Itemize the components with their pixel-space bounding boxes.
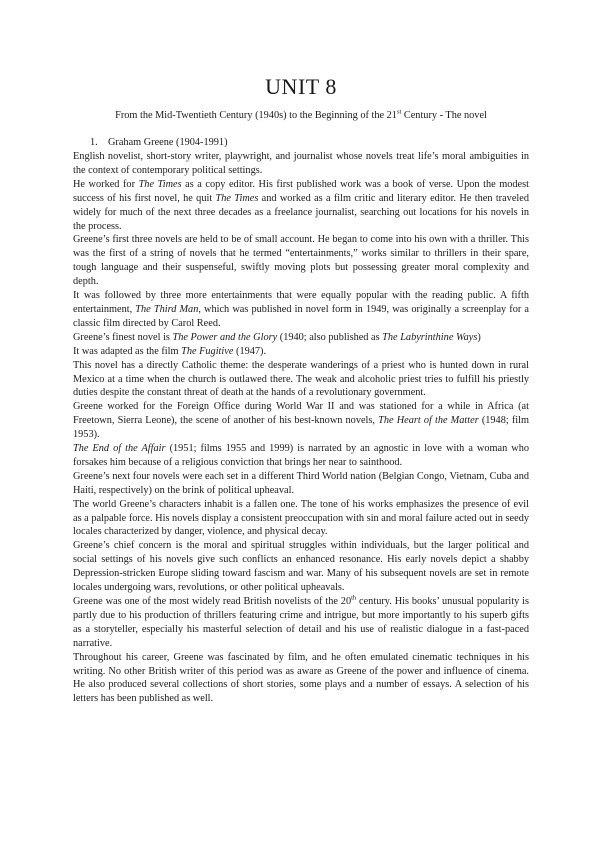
paragraph-8-italic-b: The Heart of the Matter bbox=[378, 415, 479, 427]
paragraph-5-text-c: (1940; also published as bbox=[277, 331, 383, 343]
section-title: Graham Greene (1904-1991) bbox=[108, 137, 228, 148]
subtitle-text-start: From the Mid-Twentieth Century (1940s) to the Beginning of the 21 bbox=[115, 110, 397, 121]
document-page bbox=[73, 74, 529, 706]
paragraph-4 bbox=[73, 289, 529, 331]
subtitle-text-end: Century - The novel bbox=[401, 110, 487, 121]
body-text bbox=[73, 150, 529, 706]
paragraph-10: Greene’s next four novels were each set in a different Third World nation (Belgian Congo, Vietnam, Cuba and Haiti, respectively) on the brink of political upheaval. bbox=[73, 470, 529, 496]
paragraph-12: Greene’s chief concern is the moral and spiritual struggles within individuals, but the larger political and social settings of his novels give such conflicts an enhanced resonance. His early novels depict a shabby Depression-stricken Europe sliding toward fascism and war. Many of his subsequent novels are set in remote locales undergoing wars, revolutions, or other political upheavals. bbox=[73, 540, 529, 594]
unit-subtitle bbox=[73, 109, 529, 122]
paragraph-8-text-c: (1948; film 1953). bbox=[73, 415, 529, 441]
paragraph-5-italic-d: The Labyrinthine Ways bbox=[382, 331, 478, 343]
section-number: 1. bbox=[90, 137, 98, 148]
paragraph-2-italic-b: The Times bbox=[138, 178, 182, 190]
paragraph-4-italic-b: The Third Man bbox=[135, 303, 199, 315]
paragraph-9-italic-a: The End of the Affair bbox=[73, 443, 166, 455]
paragraph-13-text-b: century. His books’ unusual popularity is partly due to his production of thrillers featuring crime and intrigue, but more importantly to his superb gifts as a storyteller, especially his masterful selection of detail and his use of realistic dialogue in a fast-paced narrative. bbox=[73, 596, 529, 649]
paragraph-2-text-a: He worked for bbox=[73, 178, 139, 190]
paragraph-9 bbox=[73, 442, 529, 470]
paragraph-11: The world Greene’s characters inhabit is a fallen one. The tone of his works emphasizes the presence of evil as a palpable force. His novels display a consistent preoccupation with sin and moral failure acted out in seedy locales characterized by danger, violence, and physical decay. bbox=[73, 498, 529, 538]
paragraph-9-text-b: (1951; films 1955 and 1999) is narrated by an agnostic in love with a woman who forsakes him because of a religious conviction that brings her near to sainthood. bbox=[73, 443, 529, 468]
paragraph-13 bbox=[73, 595, 529, 651]
paragraph-5-text-e: ) bbox=[477, 331, 481, 343]
paragraph-3: Greene’s first three novels are held to be of small account. He began to come into his own with a thriller. This was the first of a string of novels that he termed “entertainments,” works similar to thrillers in their spare, tough language and their suspenseful, swiftly moving plots but possessing greater moral complexity and depth. bbox=[73, 234, 529, 288]
page-title: UNIT 8 bbox=[265, 74, 337, 99]
paragraph-8 bbox=[73, 400, 529, 442]
paragraph-2-italic-d: The Times bbox=[215, 192, 259, 204]
paragraph-14: Throughout his career, Greene was fascinated by film, and he often emulated cinematic techniques in his writing. No other British writer of this period was as aware as Greene of the power and influence of cinema. He also produced several collections of short stories, some plays and a number of essays. A selection of his letters has been published as well. bbox=[73, 651, 529, 705]
paragraph-4-text-c: , which was published in novel form in 1949, was originally a screenplay for a classic film directed by Carol Reed. bbox=[73, 303, 529, 329]
paragraph-4-text-a: It was followed by three more entertainments that were equally popular with the reading public. A fifth entertainment, bbox=[73, 290, 529, 315]
paragraph-5 bbox=[73, 331, 529, 345]
paragraph-13-ordinal-suffix: th bbox=[351, 594, 357, 602]
paragraph-6-italic-b: The Fugitive bbox=[181, 345, 234, 357]
paragraph-1: English novelist, short-story writer, playwright, and journalist whose novels treat life’s moral ambiguities in the context of contemporary political settings. bbox=[73, 151, 529, 176]
paragraph-6 bbox=[73, 345, 529, 359]
paragraph-2 bbox=[73, 178, 529, 234]
paragraph-8-text-a: Greene worked for the Foreign Office during World War II and was stationed for a while in Africa (at Freetown, Sierra Leone), the scene of another of his best-known novels, bbox=[73, 401, 529, 427]
paragraph-2-text-e: and worked as a film critic and literary editor. He then traveled widely for much of the next three decades as a freelance journalist, searching out locations for his novels in the process. bbox=[73, 192, 529, 232]
section-heading bbox=[73, 136, 529, 149]
paragraph-6-text-c: (1947). bbox=[233, 345, 267, 357]
subtitle-ordinal-suffix: st bbox=[396, 108, 402, 116]
paragraph-5-italic-b: The Power and the Glory bbox=[172, 331, 278, 343]
paragraph-7: This novel has a directly Catholic theme: the desperate wanderings of a priest who is hunted down in rural Mexico at a time when the church is outlawed there. The weak and alcoholic priest tries to fulfill his priestly duties despite the constant threat of death at the hands of a revolutionary government. bbox=[73, 359, 529, 399]
paragraph-5-text-a: Greene’s finest novel is bbox=[73, 331, 173, 343]
paragraph-6-text-a: It was adapted as the film bbox=[73, 345, 182, 357]
paragraph-13-text-a: Greene was one of the most widely read British novelists of the 20 bbox=[73, 596, 352, 607]
paragraph-2-text-c: as a copy editor. His first published work was a book of verse. Upon the modest success of his first novel, he quit bbox=[73, 178, 529, 204]
